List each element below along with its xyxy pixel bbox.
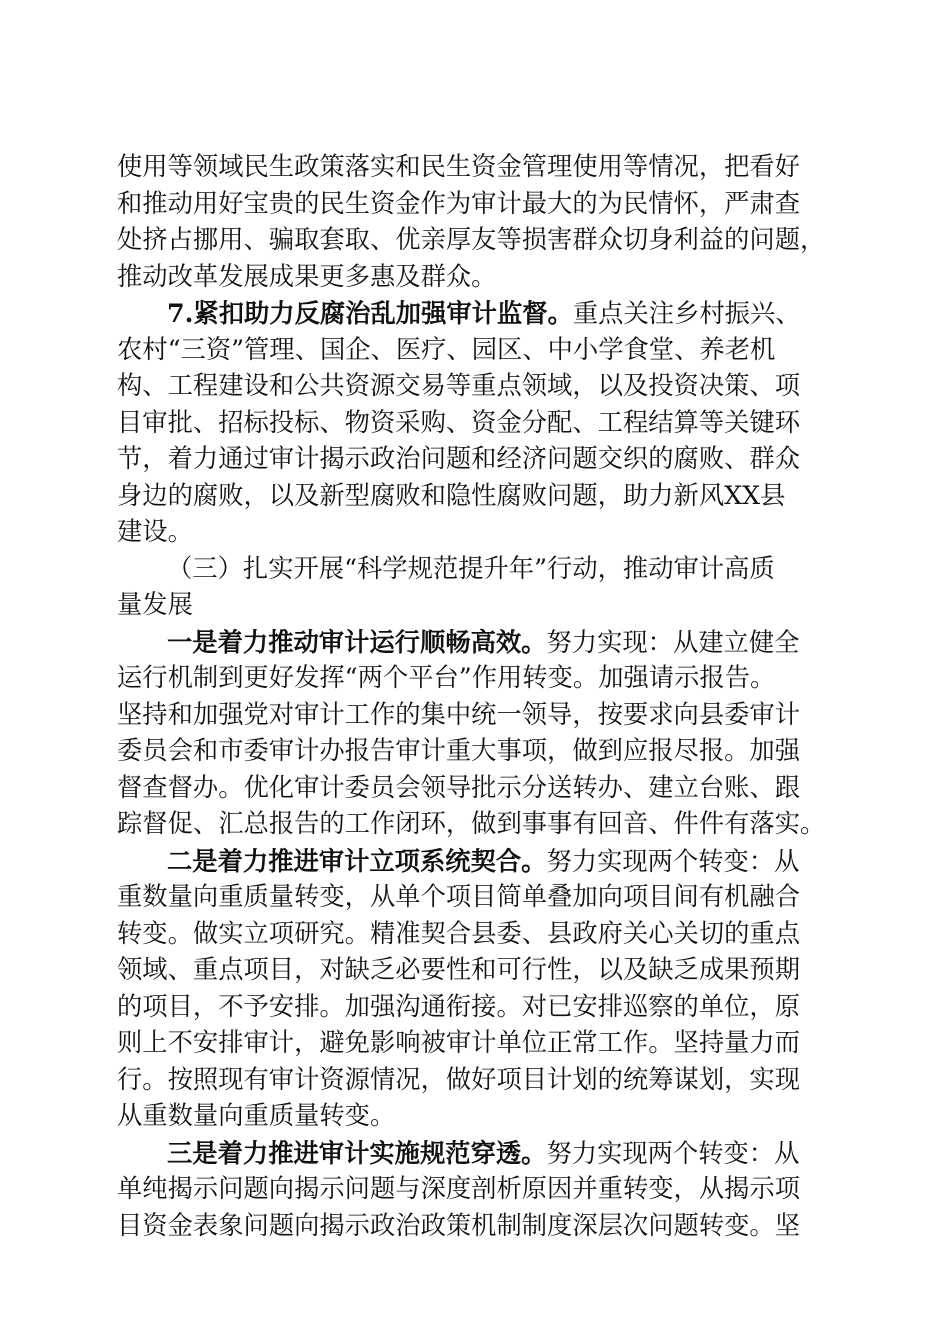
- text-line: 重数量向重质量转变，从单个项目简单叠加向项目间有机融合: [117, 882, 801, 911]
- text-line: 目审批、招标投标、物资采购、资金分配、工程结算等关键环: [117, 407, 801, 437]
- text-line: 量发展: [117, 590, 193, 619]
- paragraph-anti-corruption: [117, 295, 823, 551]
- text-line: 处挤占挪用、骗取套取、优亲厚友等损害群众切身利益的问题，: [117, 225, 826, 254]
- text-line: （三）扎实开展“科学规范提升年”行动，推动审计高质: [167, 553, 775, 583]
- text-line: [117, 295, 823, 332]
- text-line: 则上不安排审计，避免影响被审计单位正常工作。坚持量力而: [117, 1028, 801, 1057]
- text-line: 的项目，不予安排。加强沟通衔接。对已安排巡察的单位，原: [117, 991, 801, 1021]
- text-line: 节，着力通过审计揭示政治问题和经济问题交织的腐败、群众: [117, 444, 801, 473]
- text-line: 目资金表象问题向揭示政治政策机制制度深层次问题转变。坚: [117, 1210, 801, 1240]
- text-line: 运行机制到更好发挥“两个平台”作用转变。加强请示报告。: [117, 663, 776, 692]
- paragraph-lead: 二是着力推进审计立项系统契合。: [167, 845, 547, 876]
- text-line: 农村“三资”管理、国企、医疗、园区、中小学食堂、养老机: [117, 334, 776, 364]
- text-line: 和推动用好宝贵的民生资金作为审计最大的为民情怀，严肃查: [117, 188, 801, 218]
- text-line: 坚持和加强党对审计工作的集中统一领导，按要求向县委审计: [117, 699, 801, 729]
- paragraph-audit-project: [117, 843, 823, 1135]
- text-line: 督查督办。优化审计委员会领导批示分送转办、建立台账、跟: [117, 772, 801, 802]
- text-line: 委员会和市委审计办报告审计重大事项，做到应报尽报。加强: [117, 736, 801, 765]
- paragraph-lead: 一是着力推动审计运行顺畅高效。: [167, 626, 547, 657]
- text-line: 领域、重点项目，对缺乏必要性和可行性，以及缺乏成果预期: [117, 955, 801, 984]
- paragraph-lead: 三是着力推进审计实施规范穿透。: [167, 1137, 547, 1168]
- paragraph-lead: 7.紧扣助力反腐治乱加强审计监督。: [167, 298, 573, 328]
- text-line: [117, 843, 823, 880]
- paragraph-livelihood: [117, 149, 826, 295]
- text-line: 转变。做实立项研究。精准契合县委、县政府关心关切的重点: [117, 918, 801, 948]
- document-page: [117, 149, 826, 1244]
- paragraph-lead-rest: 努力实现两个转变：从: [546, 846, 800, 876]
- text-line: 单纯揭示问题向揭示问题与深度剖析原因并重转变，从揭示项: [117, 1174, 801, 1203]
- text-line: 踪督促、汇总报告的工作闭环，做到事事有回音、件件有落实。: [117, 809, 826, 838]
- section-heading: [117, 551, 823, 624]
- paragraph-lead-rest: 努力实现两个转变：从: [546, 1138, 800, 1168]
- paragraph-lead-rest: 努力实现：从建立健全: [546, 627, 800, 657]
- text-line: 身边的腐败，以及新型腐败和隐性腐败问题，助力新风XX县: [117, 480, 786, 510]
- text-line: [117, 1135, 823, 1172]
- text-line: 行。按照现有审计资源情况，做好项目计划的统筹谋划，实现: [117, 1064, 801, 1094]
- text-line: 构、工程建设和公共资源交易等重点领域，以及投资决策、项: [117, 371, 801, 400]
- text-line: 建设。: [117, 517, 193, 546]
- text-line: 使用等领域民生政策落实和民生资金管理使用等情况，把看好: [117, 152, 801, 181]
- text-line: 推动改革发展成果更多惠及群众。: [117, 261, 497, 291]
- paragraph-audit-implementation: [117, 1135, 823, 1245]
- paragraph-audit-operation: [117, 624, 826, 843]
- text-line: [117, 624, 823, 661]
- text-line: 从重数量向重质量转变。: [117, 1101, 396, 1130]
- paragraph-lead-rest: 重点关注乡村振兴、: [572, 299, 801, 328]
